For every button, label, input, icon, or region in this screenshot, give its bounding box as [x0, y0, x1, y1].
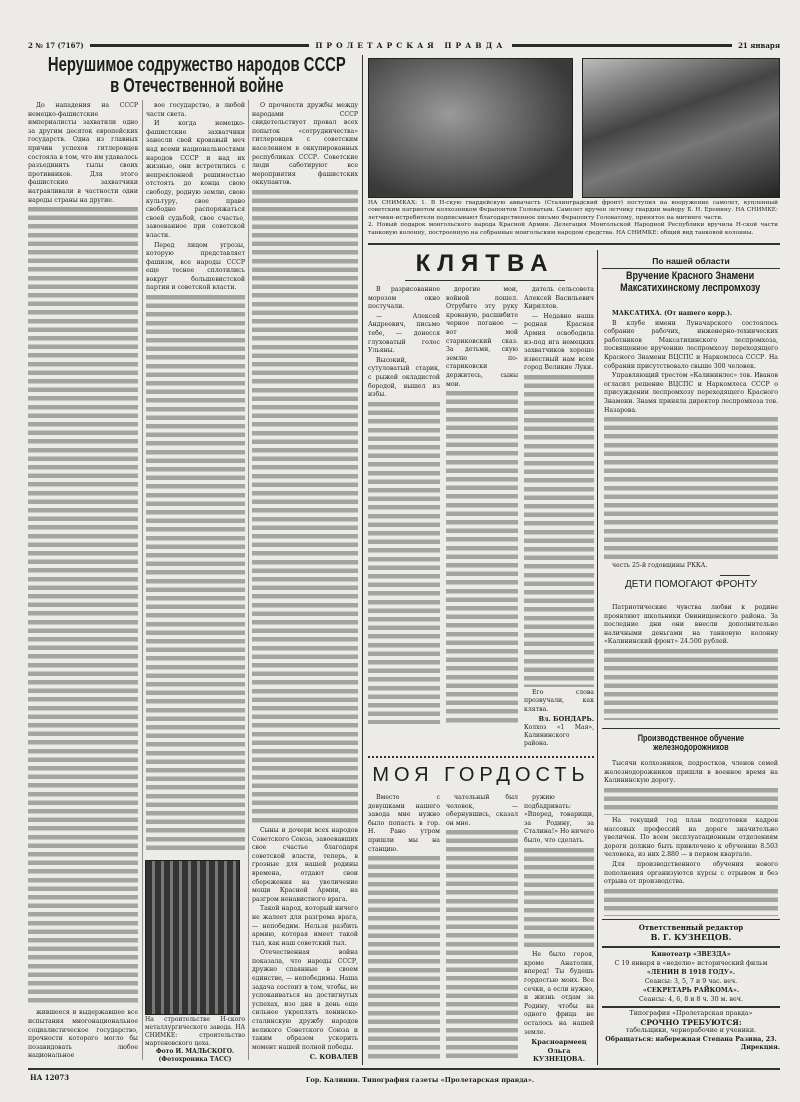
text-block	[524, 375, 594, 687]
oath-col1	[368, 286, 440, 726]
headline-line-2: в Отечественной войне	[110, 75, 284, 97]
column-divider	[597, 250, 598, 1065]
author-rank: Красноармеец	[531, 1038, 587, 1047]
column-divider	[248, 100, 249, 1060]
paragraph: Патриотические чувства любви к родине проявляют школьники Овинищенского района. За последние дни они внесли дополнительно наличными деньгами на танковую колонну «Калининский фронт» 24.500 рублей.	[604, 604, 778, 646]
oath-col2	[446, 286, 518, 726]
paragraph: — Алексей Андреевич, письмо тебе, — донесся глуховатый голос Ульяны.	[368, 312, 440, 355]
airplane-photo	[368, 58, 573, 198]
text-block	[446, 830, 518, 1062]
paragraph: ружию подбадривать: «Вперед, товарищи, за Родину, за Сталина!» Но ничего было, что сделать.	[524, 794, 594, 844]
column-divider	[142, 100, 143, 1060]
oath-col3	[524, 286, 594, 748]
masthead-rule	[512, 44, 732, 47]
issue-number: 2 № 17 (7167)	[28, 40, 84, 50]
region-section-title: По нашей области	[602, 256, 780, 269]
paragraph: В разрисованное морозом окно постучали.	[368, 286, 440, 311]
main-headline	[34, 55, 360, 97]
film-times: Сеансы: 4, 6, 8 и 8 ч. 30 м. веч.	[639, 996, 743, 1003]
ad-line: табельщики, чернорабочие и ученики.	[625, 1027, 757, 1034]
tank-column-photo	[582, 58, 780, 198]
text-block	[368, 402, 440, 724]
children-headline: ДЕТИ ПОМОГАЮТ ФРОНТУ	[625, 579, 757, 590]
text-block	[368, 856, 440, 1062]
divider	[602, 919, 780, 920]
paragraph: честь 25-й годовщины РККА.	[612, 562, 708, 570]
paragraph: И когда немецко-фашистские захватчики занесли свой кровавый меч над всеми национальностями народов СССР и над их жизнью, они встретились с непреклонной решимостью отстоять до конца свою свободу, родную землю, свою культуру, свое право свободно распоряжаться своей судьбой, свое счастье, завоеванное при советской власти.	[146, 120, 245, 239]
pride-author: Ольга КУЗНЕЦОВА.	[533, 1046, 585, 1064]
dateline: МАКСАТИХА. (От нашего корр.).	[612, 310, 733, 317]
film-title: «ЛЕНИН В 1918 ГОДУ».	[646, 969, 736, 976]
region-headline: Вручение Красного Знамени Максатихинскому леспромхозу	[620, 270, 761, 294]
film-title: «СЕКРЕТАРЬ РАЙКОМА».	[642, 987, 740, 994]
paragraph: Для производственного обучения нового пополнения организуются курсы с отрывом и без отрыва от производства.	[604, 860, 778, 886]
column-divider	[362, 55, 363, 1065]
text-block	[524, 848, 594, 950]
caption-text: На строительстве Н-ского металлургического завода. НА СНИМКЕ: строительство мартеновского цеха.	[145, 1016, 245, 1047]
film-times: Сеансы: 3, 5, 7 и 9 час. веч.	[644, 978, 738, 985]
divider	[602, 728, 780, 729]
pride-title: МОЯ ГОРДОСТЬ	[372, 764, 590, 786]
article-author: С. КОВАЛЕВ	[309, 1053, 358, 1062]
main-article-col1	[28, 102, 138, 1062]
editor-block	[602, 923, 780, 942]
newspaper-title: ПРОЛЕТАРСКАЯ ПРАВДА	[315, 40, 507, 50]
main-article-col2	[146, 102, 245, 852]
paragraph: чательный был человек, — обернувшись, сказал он мне.	[446, 794, 518, 827]
cinema-ad	[602, 950, 780, 1004]
paragraph: В клубе имени Луначарского состоялось собрание рабочих, инженерно-технических работников Максатихинского леспромхоза, посвященное вручению леспромхозу переходящего Красного Знамени ВЦСПС и Наркомлеса СССР. На собрании присутствовало свыше 300 человек.	[604, 319, 778, 370]
text-block	[28, 207, 138, 1007]
divider	[602, 1006, 780, 1008]
photo-credit: Фото И. МАЛЬСКОГО. (Фотохроника ТАСС)	[155, 1048, 235, 1063]
paragraph: На текущий год план подготовки кадров массовых профессий на дороге значительно увеличен. По всем эксплуатационным отделениям дороги должно быть привлечено к обучению 8.503 человека, из них 2.880 — в первом квартале.	[604, 817, 778, 859]
masthead	[28, 38, 780, 52]
paragraph: Вместе с девушками нашего завода мне нужно было попасть в гор. Н. Рано утром пришли мы на станцию.	[368, 794, 440, 853]
rail-headline: Производственное обучение железнодорожников	[637, 733, 745, 753]
editor-label: Ответственный редактор	[638, 923, 744, 932]
ad-line: СРОЧНО ТРЕБУЮТСЯ:	[640, 1017, 742, 1027]
ad-line: Типография «Пролетарская правда»	[629, 1010, 753, 1017]
paragraph: О прочности дружбы между народами СССР свидетельствует провал всех попыток «сотрудничества» гитлеровцев с советским населением в оккупированных республиках СССР. Советские люди саботируют все мероприятия фашистских оккупантов.	[252, 102, 358, 187]
ad-line: Дирекция.	[740, 1044, 780, 1051]
divider	[602, 946, 780, 948]
oath-author: Вл. БОНДАРЬ.	[538, 715, 594, 724]
paragraph: Управляющий трестом «Калининлес» тов. Иванов огласил решение ВЦСПС и Наркомлеса СССР о присуждении леспромхозу переходящего Красного Знамени. Знамя приняла директор леспромхоза тов. Назарова.	[604, 372, 778, 414]
paragraph: Его слова прозвучали, как клятва.	[524, 688, 594, 713]
caption-part-1: НА СНИМКАХ: 1. В Н-скую гвардейскую авиачасть (Сталинградский фронт) поступил на вооружение самолет, купленный советским патриотом колхозником Ферапонтом Головатым. Самолет вручен летчику гвардии майору Б. Н. Еремину. НА СНИМКЕ: летчики-истребители подписывают благодарственное письмо Ферапонту Головатому, принятое на митинге части.	[368, 200, 778, 221]
cinema-name: Кинотеатр «ЗВЕЗДА»	[651, 951, 731, 958]
paragraph: Такой народ, который ничего не жалеет для разгрома врага, — непобедим. Нельзя разбить армию, которая имеет такой тыл, как наш советский тыл.	[252, 905, 358, 947]
text-block	[604, 788, 778, 815]
paragraph: Не было героя, кроме Анатолия, вперед! Ты будешь гордостью моих. Все сечки, а если нужно, и жизнь отдам за Родину, чтобы на одного фрица не осталось на нашей земле.	[524, 951, 594, 1036]
paragraph: датель сельсовета Алексей Васильевич Кириллов.	[524, 286, 594, 311]
footer-rule	[28, 1068, 780, 1070]
paragraph: Сыны и дочери всех народов Советского Союза, завоевавших свое счастье благодаря советской власти, теперь, в грозные для нашей родины времена, отдают свои сбережения на увеличение мощи Красной Армии, на разгром ненавистного врага.	[252, 826, 358, 903]
paragraph: — Недавно наша родная Красная Армия освободила из-под ига немецких захватчиков хорошо известный нам всем город Великие Луки.	[524, 312, 594, 372]
factory-photo	[145, 860, 240, 1015]
masthead-rule	[90, 44, 310, 47]
headline-line-1: Нерушимое содружество народов СССР	[47, 54, 346, 76]
text-block	[604, 417, 778, 560]
children-article	[604, 604, 778, 722]
paragraph: Тысячи колхозников, подростков, членов семей железнодорожников пришли в военное время на Калининскую дорогу.	[604, 760, 778, 785]
printer-imprint: Гор. Калинин. Типография газеты «Пролетарская правда».	[305, 1076, 535, 1084]
divider	[368, 243, 780, 245]
paragraph: дорогие мои, войной пошел. Отрубите эту руку кровавую, расшибите черное поганое — вот мой стариковский сказ. За детьми, скую землю по-стариковски держитесь, сыны мои.	[446, 286, 518, 388]
paragraph: До нападения на СССР немецко-фашистские империалисты захватили одно за другим десяток европейских государств. Одна из главных причин успехов гитлеровцев состояла в том, что им удавалось разъединить тылы своих противников. Для этого фашистские захватчики натравливали в частности одни народы страны на другие.	[28, 102, 138, 204]
divider	[720, 575, 750, 576]
main-article-col1-end: жившееся и выдержавшее все испытания многонациональное социалистическое государство, прочности которого могло бы позавидовать любое национальное	[28, 1009, 138, 1060]
paragraph: вое государство, в любой части света.	[146, 102, 245, 118]
rail-article	[604, 760, 778, 918]
ad-line: Обращаться: набережная Степана Разина, 23.	[605, 1035, 777, 1043]
text-block	[446, 391, 518, 724]
editor-name: В. Г. КУЗНЕЦОВ.	[650, 932, 732, 942]
text-block	[604, 889, 778, 916]
photos-caption	[368, 200, 778, 237]
caption-part-2: 2. Новый подарок монгольского народа Красной Армии. Делегация Монгольской Народной Республики вручила Н-ской части танковую колонну, построенную на собранные монгольским народом средства. НА СНИМКЕ: общий вид танковой колонны.	[368, 222, 778, 236]
censor-number: НА 12073	[30, 1073, 70, 1082]
main-article-col3	[252, 102, 358, 1062]
oath-title: КЛЯТВА	[405, 250, 565, 281]
factory-photo-caption	[145, 1016, 245, 1064]
pride-col3	[524, 794, 594, 1064]
pride-col1	[368, 794, 440, 1064]
oath-author-place: Колхоз «1 Мая», Калининского района.	[524, 724, 594, 747]
cinema-line: С 19 января в «неделю» исторический фильм	[614, 960, 768, 967]
issue-date: 21 января	[738, 40, 781, 50]
paragraph: Перед лицом угрозы, которую представляет фашизм, все народы СССР еще теснее сплотились вокруг большевистской партии и советской власти.	[146, 241, 245, 292]
pride-col2	[446, 794, 518, 1064]
paragraph: Отечественная война показала, что народы СССР, дружно спаянные в своем единстве, — непобедимы. Наша задача состоит в том, чтобы, не успокаиваться на достигнутых успехах, изо дня в день еще сильнее укреплять ленинско-сталинскую дружбу народов великого Советского Союза и таким образом ускорить момент нашей полной победы.	[252, 949, 358, 1051]
wavy-divider	[368, 756, 594, 761]
text-block	[604, 649, 778, 720]
paragraph: Высокий, сутуловатый старик, с рыжей окладистой бородой, вышел из избы.	[368, 356, 440, 399]
text-block	[252, 190, 358, 825]
region-article	[604, 310, 778, 572]
text-block	[146, 295, 245, 850]
printing-ad	[602, 1010, 780, 1053]
